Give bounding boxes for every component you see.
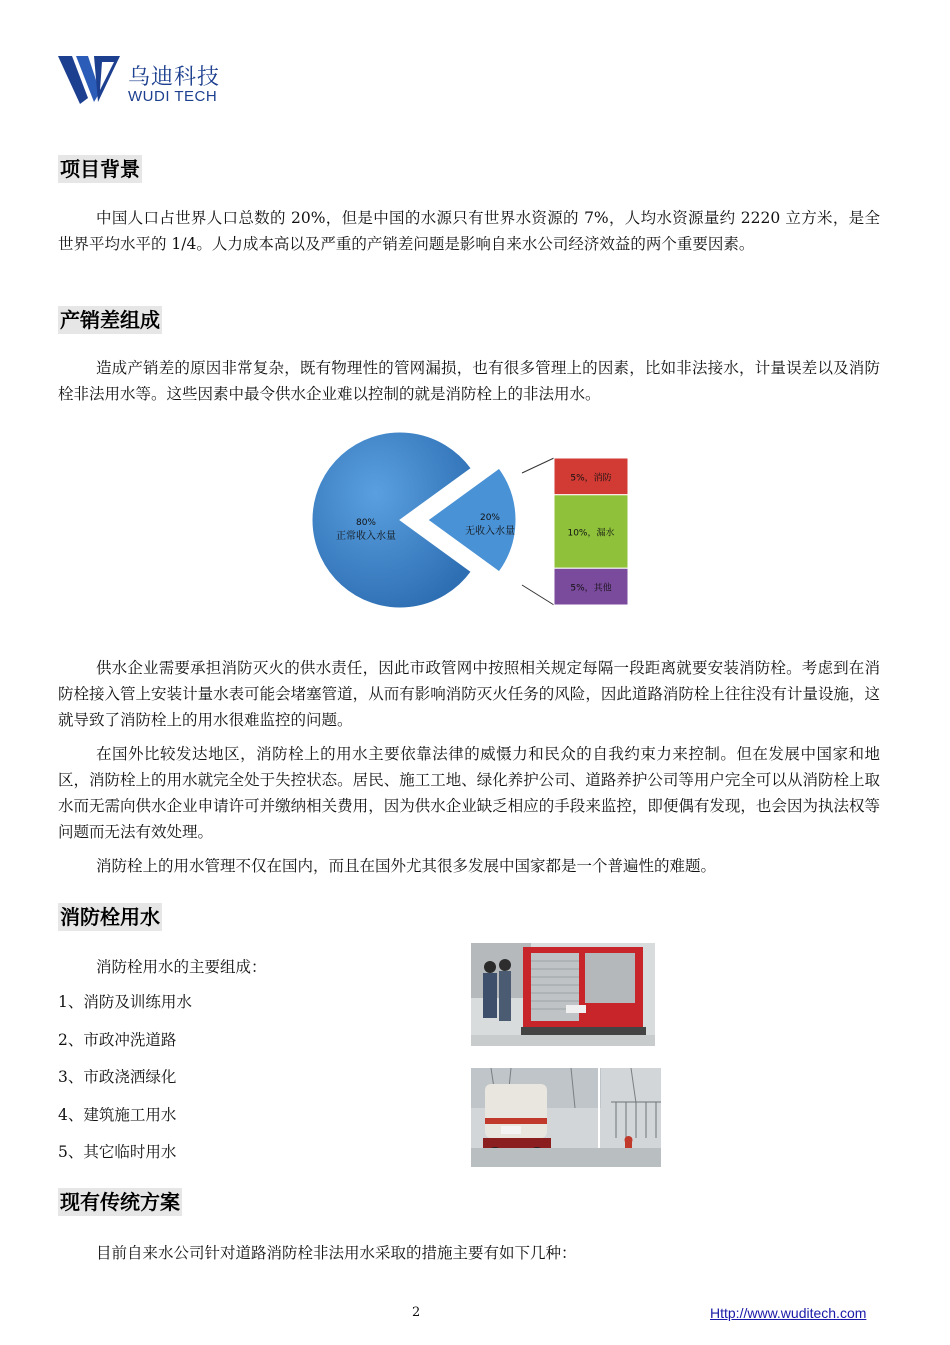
website-link[interactable]: Http://www.wuditech.com (710, 1305, 867, 1321)
fire-truck-photo (471, 943, 655, 1046)
company-logo (58, 52, 248, 108)
logo-text-en: WUDI TECH (128, 88, 218, 105)
usage-intro: 消防栓用水的主要组成： (96, 958, 267, 976)
breakdown-label-1: 5%，消防 (570, 473, 612, 484)
list-item: 1、消防及训练用水 (58, 993, 192, 1011)
section-heading-traditional-solutions: 现有传统方案 (60, 1190, 180, 1214)
background-paragraph: 中国人口占世界人口总数的 20%，但是中国的水源只有世界水资源的 7%，人均水资源量约 2220 立方米，是全世界平均水平的 1/4。人力成本高以及严重的产销差问题是影响自来水公司经济效益的两个重要因素。 (58, 209, 880, 253)
connector-line-top (522, 458, 554, 473)
list-item: 5、其它临时用水 (58, 1143, 177, 1161)
hydrant-responsibility-paragraph: 供水企业需要承担消防灭火的供水责任，因此市政管网中按照相关规定每隔一段距离就要安装消防栓。考虑到在消防栓接入管上安装计量水表可能会堵塞管道，从而有影响消防灭火任务的风险，因此道路消防栓上往往没有计量设施，这就导致了消防栓上的用水很难监控的问题。 (58, 659, 880, 729)
breakdown-label-3: 5%，其他 (570, 583, 612, 594)
section-heading-hydrant-usage: 消防栓用水 (60, 905, 160, 929)
list-item: 2、市政冲洗道路 (58, 1030, 177, 1049)
breakdown-label-2: 10%，漏水 (567, 528, 615, 539)
pie-label-normal-name: 正常收入水量 (336, 531, 396, 542)
page-number: 2 (412, 1305, 421, 1320)
connector-line-bottom (522, 585, 554, 605)
usage-list (58, 990, 192, 1178)
overseas-control-paragraph: 在国外比较发达地区，消防栓上的用水主要依靠法律的威慑力和民众的自我约束力来控制。但在发展中国家和地区，消防栓上的用水就完全处于失控状态。居民、施工工地、绿化养护公司、道路养护公司等用户完全可以从消防栓上取水而无需向供水企业申请许可并缴纳相关费用，因为供水企业缺乏相应的手段来监控，即便偶有发现，也会因为执法权等问题而无法有效处理。 (58, 745, 880, 841)
pie-label-normal-pct: 80% (355, 518, 377, 528)
list-item: 3、市政浇洒绿化 (58, 1068, 177, 1086)
section-heading-loss-composition: 产销差组成 (60, 308, 160, 332)
traditional-measures-paragraph: 目前自来水公司针对道路消防栓非法用水采取的措施主要有如下几种： (96, 1244, 577, 1262)
list-item: 4、建筑施工用水 (58, 1105, 177, 1124)
water-tanker-photo (471, 1068, 661, 1167)
pie-label-nonrevenue-pct: 20% (479, 513, 501, 523)
logo-mark-icon (58, 52, 124, 106)
logo-text-cn: 乌迪科技 (128, 65, 221, 90)
universal-problem-paragraph: 消防栓上的用水管理不仅在国内，而且在国外尤其很多发展中国家都是一个普遍性的难题。 (96, 857, 717, 875)
section-heading-background: 项目背景 (60, 157, 140, 181)
water-loss-chart (300, 425, 640, 620)
pie-label-nonrevenue-name: 无收入水量 (465, 526, 515, 537)
loss-cause-paragraph: 造成产销差的原因非常复杂，既有物理性的管网漏损，也有很多管理上的因素，比如非法接水，计量误差以及消防栓非法用水等。这些因素中最令供水企业难以控制的就是消防栓上的非法用水。 (58, 359, 880, 403)
